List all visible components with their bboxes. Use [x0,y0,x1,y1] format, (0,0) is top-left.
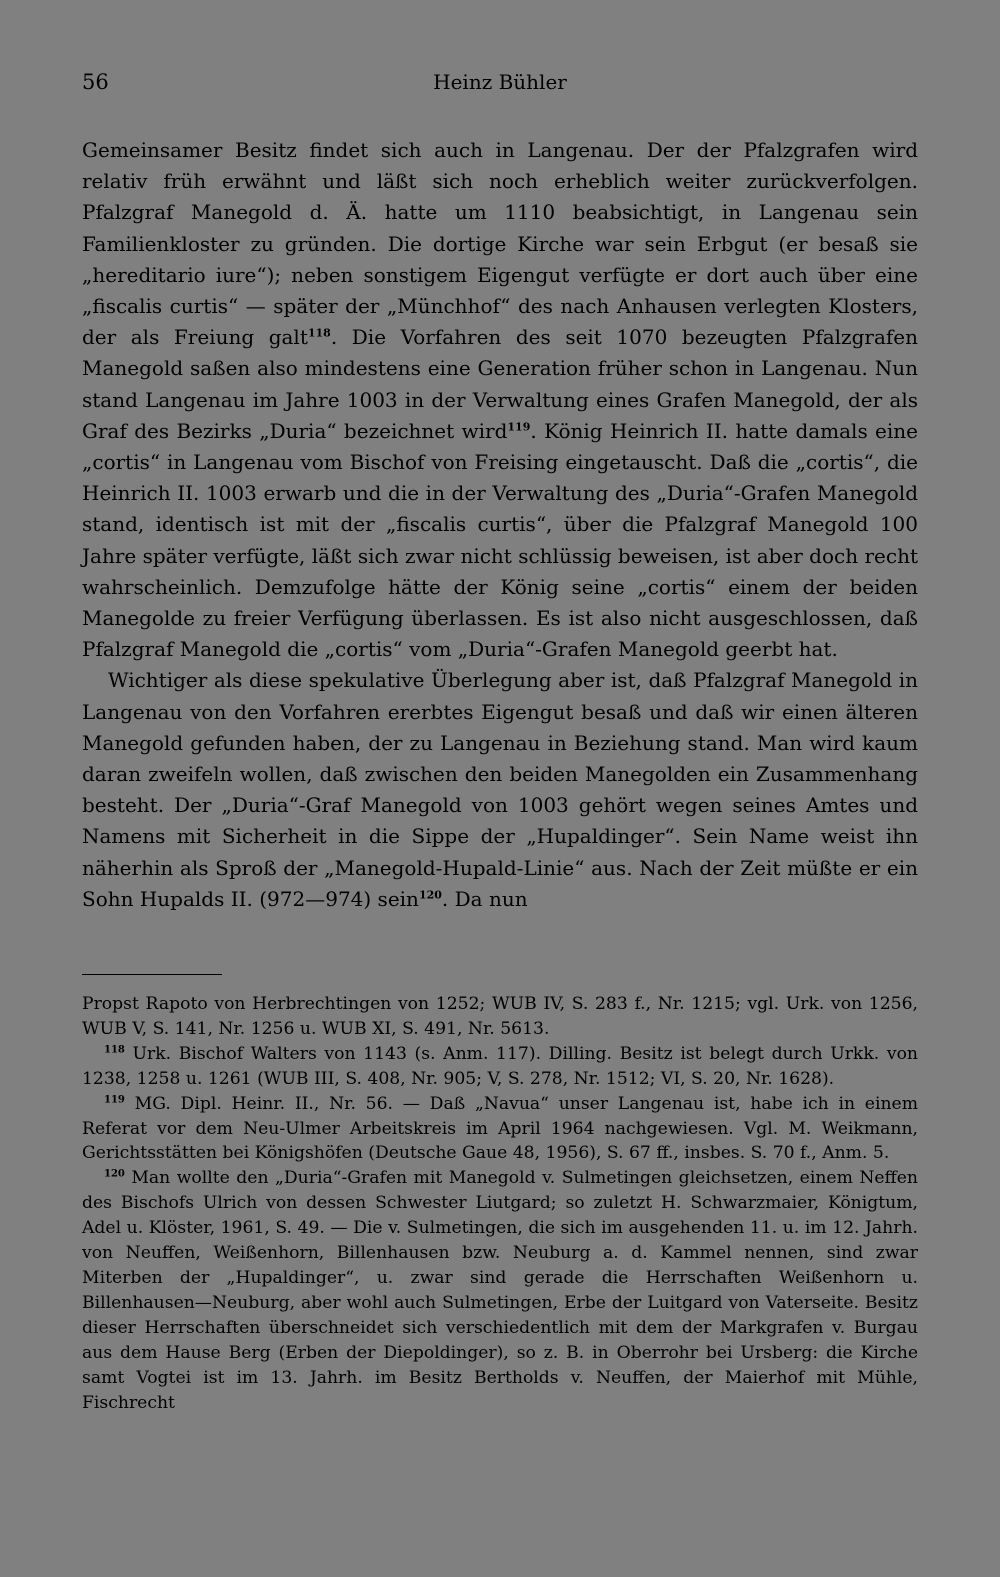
footnote-120-number: 120 [104,1168,125,1180]
running-head: Heinz Bühler [433,70,567,94]
paragraph-1-part-a: Gemeinsamer Besitz findet sich auch in Langenau. Der der Pfalzgrafen wird relativ früh erwähnt und läßt sich noch erheblich weiter zurückverfolgen. Pfalzgraf Manegold d. Ä. hatte um 1110 beabsichtigt, in Langenau sein Familienkloster zu gründen. Die dortige Kirche war sein Erbgut (er besaß sie „hereditario iure“); neben sonstigem Eigengut verfügte er dort auch über eine „fiscalis curtis“ — später der „Münchhof“ des nach Anhausen verlegten Klosters, der als Freiung galt [82,138,918,350]
book-page [82,70,918,1560]
paragraph-1 [82,135,918,665]
footnote-118 [82,1042,918,1092]
footnote-ref-118: 118 [307,326,331,340]
footnote-119-number: 119 [104,1093,125,1105]
footnote-separator [82,974,222,975]
paragraph-2-part-b: . Da nun [441,886,528,911]
main-text [82,135,918,915]
footnote-118-text: Urk. Bischof Walters von 1143 (s. Anm. 117). Dilling. Besitz ist belegt durch Urkk. von 1238, 1258 u. 1261 (WUB III, S. 408, Nr. 905; V, S. 278, Nr. 1512; VI, S. 20, Nr. 1628). [82,1043,918,1089]
footnote-ref-119: 119 [507,420,531,434]
paragraph-2-part-a: Wichtiger als diese spekulative Überlegung aber ist, daß Pfalzgraf Manegold in Langenau von den Vorfahren ererbtes Eigengut besaß und daß wir einen älteren Manegold gefunden haben, der zu Langenau in Beziehung stand. Man wird kaum daran zweifeln wollen, daß zwischen den beiden Manegolden ein Zusammenhang besteht. Der „Duria“-Graf Manegold von 1003 gehört wegen seines Amtes und Namens mit Sicherheit in die Sippe der „Hupaldinger“. Sein Name weist ihn näherhin als Sproß der „Manegold-Hupald-Linie“ aus. Nach der Zeit müßte er ein Sohn Hupalds II. (972—974) sein [82,668,918,911]
paragraph-1-part-c: . König Heinrich II. hatte damals eine „cortis“ in Langenau vom Bischof von Freising eingetauscht. Daß die „cortis“, die Heinrich II. 1003 erwarb und die in der Verwaltung des „Duria“-Grafen Manegold stand, identisch ist mit der „fiscalis curtis“, über die Pfalzgraf Manegold 100 Jahre später verfügte, läßt sich zwar nicht schlüssig beweisen, ist aber doch recht wahrscheinlich. Demzufolge hätte der König seine „cortis“ einem der beiden Manegolde zu freier Verfügung überlassen. Es ist also nicht ausgeschlossen, daß Pfalzgraf Manegold die „cortis“ vom „Duria“-Grafen Manegold geerbt hat. [82,418,919,662]
footnote-120-text: Man wollte den „Duria“-Grafen mit Manegold v. Sulmetingen gleichsetzen, einem Neffen des Bischofs Ulrich von dessen Schwester Liutgard; so zuletzt H. Schwarzmaier, Königtum, Adel u. Klöster, 1961, S. 49. — Die v. Sulmetingen, die sich im ausgehenden 11. u. im 12. Jahrh. von Neuffen, Weißenhorn, Billenhausen bzw. Neuburg a. d. Kammel nennen, sind zwar Miterben der „Hupaldinger“, u. zwar sind gerade die Herrschaften Weißenhorn u. Billenhausen—Neuburg, aber wohl auch Sulmetingen, Erbe der Luitgard von Vaterseite. Besitz dieser Herrschaften überschneidet sich verschiedentlich mit dem der Markgrafen v. Burgau aus dem Hause Berg (Erben der Diepoldinger), so z. B. in Oberrohr bei Ursberg: die Kirche samt Vogtei ist im 13. Jahrh. im Besitz Bertholds v. Neuffen, der Maierhof mit Mühle, Fischrecht [82,1168,918,1413]
footnote-119 [82,1092,918,1167]
footnote-118-number: 118 [104,1044,125,1056]
footnote-120 [82,1166,918,1415]
paragraph-1-part-b: . Die Vorfahren des seit 1070 bezeugten Pfalzgrafen Manegold saßen also mindestens eine Generation früher schon in Langenau. Nun stand Langenau im Jahre 1003 in der Verwaltung eines Grafen Manegold, der als Graf des Bezirks „Duria“ bezeichnet wird [82,325,919,443]
footnote-119-text: MG. Dipl. Heinr. II., Nr. 56. — Daß „Navua“ unser Langenau ist, habe ich in einem Referat vor dem Neu-Ulmer Arbeitskreis im April 1964 nachgewiesen. Vgl. M. Weikmann, Gerichtsstätten bei Königshöfen (Deutsche Gaue 48, 1956), S. 67 ff., insbes. S. 70 f., Anm. 5. [82,1093,918,1164]
footnote-ref-120: 120 [418,888,442,902]
paragraph-2 [82,665,918,915]
footnote-continuation: Propst Rapoto von Herbrechtingen von 1252; WUB IV, S. 283 f., Nr. 1215; vgl. Urk. von 1256, WUB V, S. 141, Nr. 1256 u. WUB XI, S. 491, Nr. 5613. [82,994,918,1039]
page-header [82,70,918,110]
page-number: 56 [82,70,109,94]
footnotes [82,992,918,1415]
